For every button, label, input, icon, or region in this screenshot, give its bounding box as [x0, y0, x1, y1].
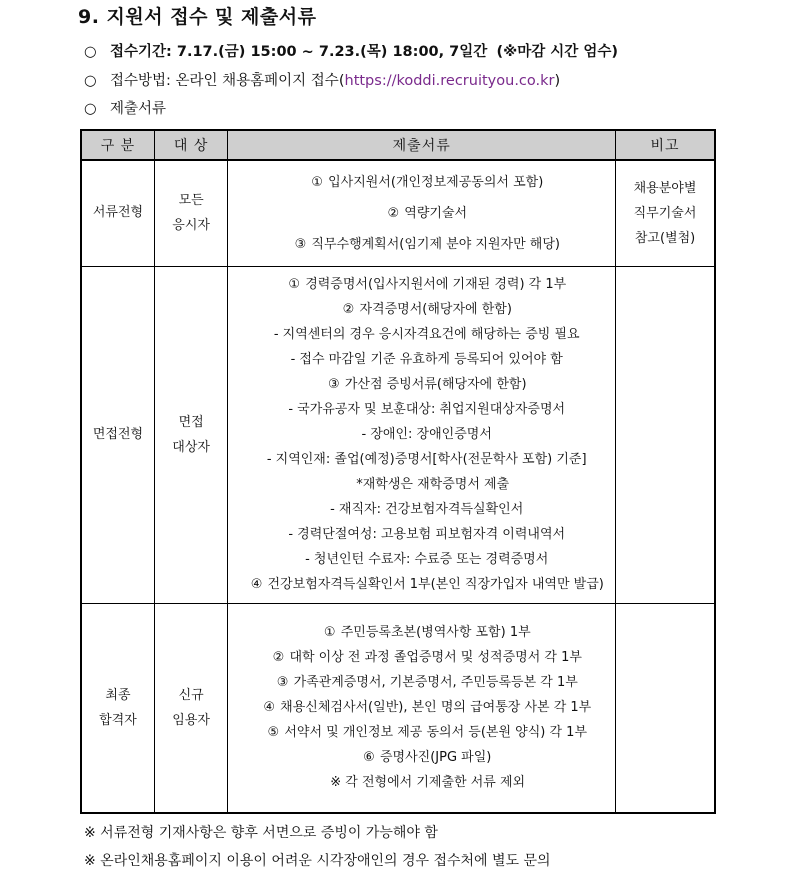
footnote: ※ 온라인채용홈페이지 이용이 어려운 시각장애인의 경우 접수처에 별도 문의 [84, 853, 551, 869]
doc-item: ① 주민등록초본(병역사항 포함) 1부 [323, 625, 531, 641]
doc-subitem: - 경력단절여성: 고용보험 피보험자격 이력내역서 [288, 527, 566, 542]
doc-item: ② 대학 이상 전 과정 졸업증명서 및 성적증명서 각 1부 [272, 650, 582, 666]
bullet-circle: ○ [84, 101, 97, 117]
target-cell: 모든 응시자 [154, 160, 227, 266]
doc-item: ③ 직무수행계획서(임기제 분야 지원자만 해당) [294, 236, 560, 252]
remark-cell [616, 603, 715, 813]
period-note: (※마감 시간 엄수) [496, 44, 618, 60]
doc-item: ① 경력증명서(입사지원서에 기재된 경력) 각 1부 [288, 277, 567, 292]
info-documents [84, 97, 166, 118]
doc-subitem: - 국가유공자 및 보훈대상: 취업지원대상자증명서 [288, 402, 566, 417]
doc-item: ④ 건강보험자격득실확인서 1부(본인 직장가입자 내역만 발급) [250, 577, 604, 592]
doc-item: ① 입사지원서(개인정보제공동의서 포함) [311, 174, 544, 190]
target-cell: 신규 임용자 [154, 603, 227, 813]
remark-cell [616, 266, 715, 603]
category-cell: 면접전형 [81, 266, 154, 603]
bullet-circle: ○ [84, 44, 97, 60]
doc-note: *재학생은 재학증명서 제출 [356, 477, 510, 492]
target-cell: 면접 대상자 [154, 266, 227, 603]
doc-subitem: - 재직자: 건강보험자격득실확인서 [330, 502, 524, 517]
table-header-row [81, 130, 715, 160]
doc-subitem: - 접수 마감일 기준 유효하게 등록되어 있어야 함 [290, 352, 563, 367]
doc-item: ④ 채용신체검사서(일반), 본인 명의 급여통장 사본 각 1부 [263, 700, 592, 716]
section-heading: 9. 지원서 접수 및 제출서류 [78, 6, 317, 28]
doc-subitem: - 장애인: 장애인증명서 [361, 427, 492, 442]
footnote: ※ 서류전형 기재사항은 향후 서면으로 증빙이 가능해야 함 [84, 825, 438, 841]
period-value: 7.17.(금) 15:00 ~ 7.23.(목) 18:00, 7일간 [176, 44, 488, 60]
doc-subitem: - 지역센터의 경우 응시자격요건에 해당하는 증빙 필요 [273, 327, 580, 342]
doc-item: ③ 가산점 증빙서류(해당자에 한함) [328, 377, 527, 392]
bullet-circle: ○ [84, 73, 97, 89]
doc-item: ⑤ 서약서 및 개인정보 제공 동의서 등(본원 양식) 각 1부 [267, 725, 588, 741]
documents-cell [228, 266, 616, 603]
doc-item: ⑥ 증명사진(JPG 파일) [363, 750, 492, 766]
doc-item: ② 자격증명서(해당자에 한함) [342, 302, 512, 317]
documents-cell [228, 603, 616, 813]
table-row-document-screening [81, 160, 715, 266]
documents-label: 제출서류 [110, 101, 167, 117]
category-cell: 서류전형 [81, 160, 154, 266]
info-method: ○ 접수방법: 온라인 채용홈페이지 접수(https://koddi.recruityou.co.kr) [84, 73, 561, 89]
remark-cell: 채용분야별 직무기술서 참고(별첨) [616, 160, 715, 266]
doc-note: ※ 각 전형에서 기제출한 서류 제외 [330, 775, 526, 791]
header-remark: 비고 [616, 130, 715, 160]
category-cell: 최종 합격자 [81, 603, 154, 813]
header-category: 구 분 [81, 130, 154, 160]
method-label: 접수방법: 온라인 채용홈페이지 접수 [110, 73, 339, 89]
doc-item: ② 역량기술서 [387, 205, 468, 221]
documents-cell [228, 160, 616, 266]
doc-subitem: - 지역인재: 졸업(예정)증명서[학사(전문학사 포함) 기준] [266, 452, 587, 467]
doc-item: ③ 가족관계증명서, 기본증명서, 주민등록등본 각 1부 [276, 675, 578, 691]
doc-subitem: - 청년인턴 수료자: 수료증 또는 경력증명서 [305, 552, 549, 567]
table-row-interview [81, 266, 715, 603]
info-period [84, 40, 618, 61]
documents-table [80, 129, 716, 814]
table-row-final [81, 603, 715, 813]
header-target: 대 상 [154, 130, 227, 160]
header-documents: 제출서류 [228, 130, 616, 160]
recruit-site-link[interactable]: https://koddi.recruityou.co.kr [344, 73, 555, 89]
period-label: 접수기간: [110, 44, 177, 60]
